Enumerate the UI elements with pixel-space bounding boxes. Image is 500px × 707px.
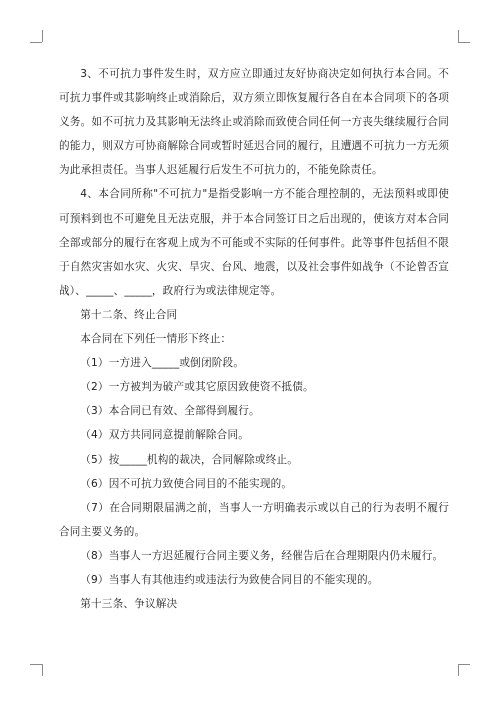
termination-item-3: （3）本合同已有效、全部得到履行。: [80, 405, 260, 418]
termination-item-5: （5）按_____机构的裁决，合同解除或终止。: [80, 453, 299, 466]
termination-intro: 本合同在下列任一情形下终止：: [80, 333, 232, 346]
termination-item-2: （2）一方被判为破产或其它原因致使资不抵债。: [80, 381, 314, 394]
document-body: [59, 62, 449, 616]
termination-item-9: （9）当事人有其他违约或违法行为致使合同目的不能实现的。: [80, 573, 379, 586]
termination-item-8: （8）当事人一方迟延履行合同主要义务，经催告后在合理期限内仍未履行。: [80, 549, 444, 562]
paragraph-force-majeure-4: 4、本合同所称"不可抗力"是指受影响一方不能合理控制的，无法预料或即使可预料到也不可避免且无法克服，并于本合同签订日之后出现的，使该方对本合同全部或部分的履行在客观上成为不可能或不实际的任何事件。此等事件包括但不限于自然灾害如水灾、火灾、旱灾、台风、地震，以及社会事件如战争（不论曾否宣战）、_____、_____，政府行为或法律规定等。: [59, 188, 449, 297]
termination-item-1: （1）一方进入_____或倒闭阶段。: [80, 357, 245, 370]
termination-item-4: （4）双方共同同意提前解除合同。: [80, 429, 250, 442]
paragraph-force-majeure-3: 3、不可抗力事件发生时，双方应立即通过友好协商决定如何执行本合同。不可抗力事件或其影响终止或消除后，双方须立即恢复履行各自在本合同项下的各项义务。如不可抗力及其影响无法终止或消除而致使合同任何一方丧失继续履行合同的能力，则双方可协商解除合同或暂时延迟合同的履行，且遭遇不可抗力一方无须为此承担责任。当事人迟延履行后发生不可抗力的，不能免除责任。: [59, 68, 449, 177]
section-heading-termination: 第十二条、终止合同: [80, 308, 178, 321]
termination-item-7: （7）在合同期限届满之前，当事人一方明确表示或以自己的行为表明不履行合同主要义务的。: [59, 501, 449, 538]
section-heading-dispute-resolution: 第十三条、争议解决: [80, 598, 178, 611]
termination-item-6: （6）因不可抗力致使合同目的不能实现的。: [80, 477, 293, 490]
